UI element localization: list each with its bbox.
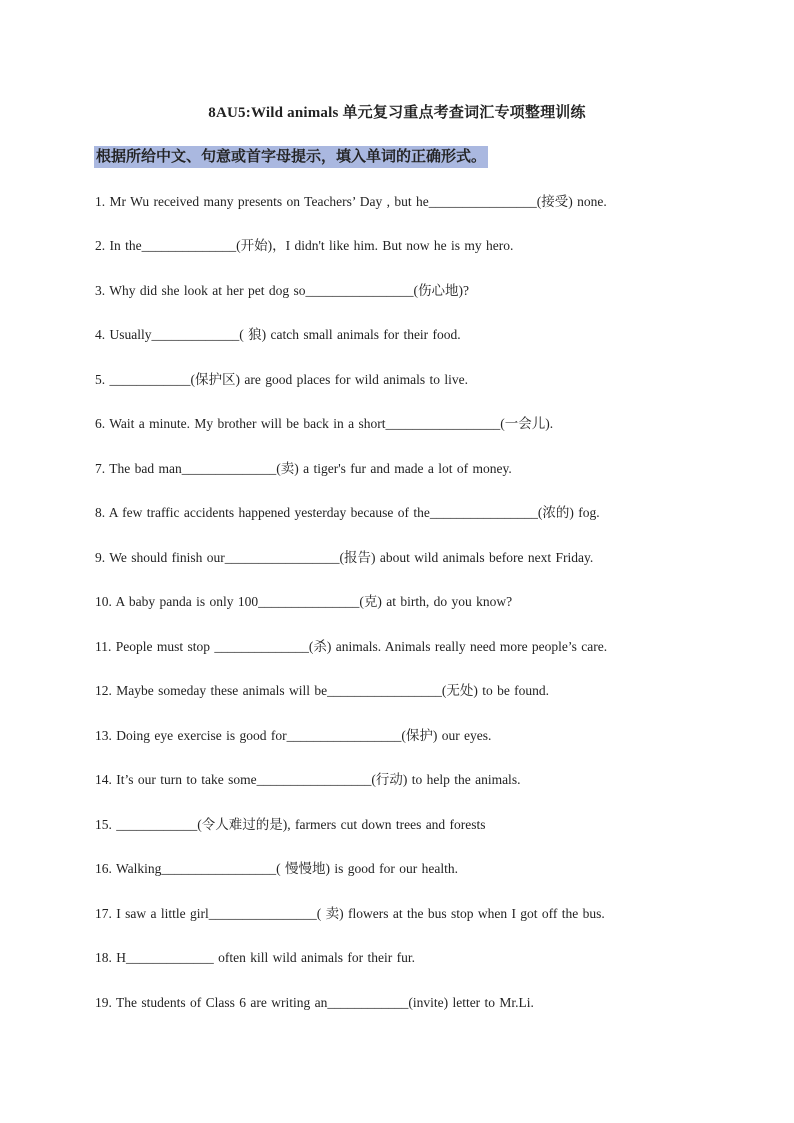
question-8: 8. A few traffic accidents happened yesterday because of the________________(浓的) fog.	[95, 505, 600, 520]
question-15: 15. ____________(令人难过的是), farmers cut down trees and forests	[95, 817, 486, 832]
question-6: 6. Wait a minute. My brother will be back in a short_________________(一会儿).	[95, 416, 554, 431]
question-3: 3. Why did she look at her pet dog so________________(伤心地)?	[95, 283, 469, 298]
question-10: 10. A baby panda is only 100_______________(克) at birth, do you know?	[95, 594, 513, 609]
question-18: 18. H_____________ often kill wild animals for their fur.	[95, 950, 415, 965]
question-1: 1. Mr Wu received many presents on Teachers’ Day , but he________________(接受) none.	[95, 194, 607, 209]
page-title: 8AU5:Wild animals 单元复习重点考查词汇专项整理训练	[208, 105, 586, 121]
question-14: 14. It’s our turn to take some_________________(行动) to help the animals.	[95, 772, 521, 787]
instruction-text: 根据所给中文、句意或首字母提示，填入单词的正确形式。	[94, 146, 488, 168]
question-11: 11. People must stop ______________(杀) animals. Animals really need more people’s care.	[95, 639, 608, 654]
question-19: 19. The students of Class 6 are writing an____________(invite) letter to Mr.Li.	[95, 995, 534, 1010]
question-4: 4. Usually_____________( 狼) catch small animals for their food.	[95, 327, 461, 342]
question-5: 5. ____________(保护区) are good places for wild animals to live.	[95, 372, 469, 387]
question-12: 12. Maybe someday these animals will be_________________(无处) to be found.	[95, 683, 550, 698]
question-13: 13. Doing eye exercise is good for_________________(保护) our eyes.	[95, 728, 492, 743]
question-17: 17. I saw a little girl________________( 卖) flowers at the bus stop when I got off the bus.	[95, 906, 605, 921]
question-16: 16. Walking_________________( 慢慢地) is good for our health.	[95, 861, 459, 876]
question-9: 9. We should finish our_________________(报告) about wild animals before next Friday.	[95, 550, 594, 565]
question-7: 7. The bad man______________(卖) a tiger's fur and made a lot of money.	[95, 461, 512, 476]
question-2: 2. In the______________(开始)，I didn't like him. But now he is my hero.	[95, 238, 514, 253]
